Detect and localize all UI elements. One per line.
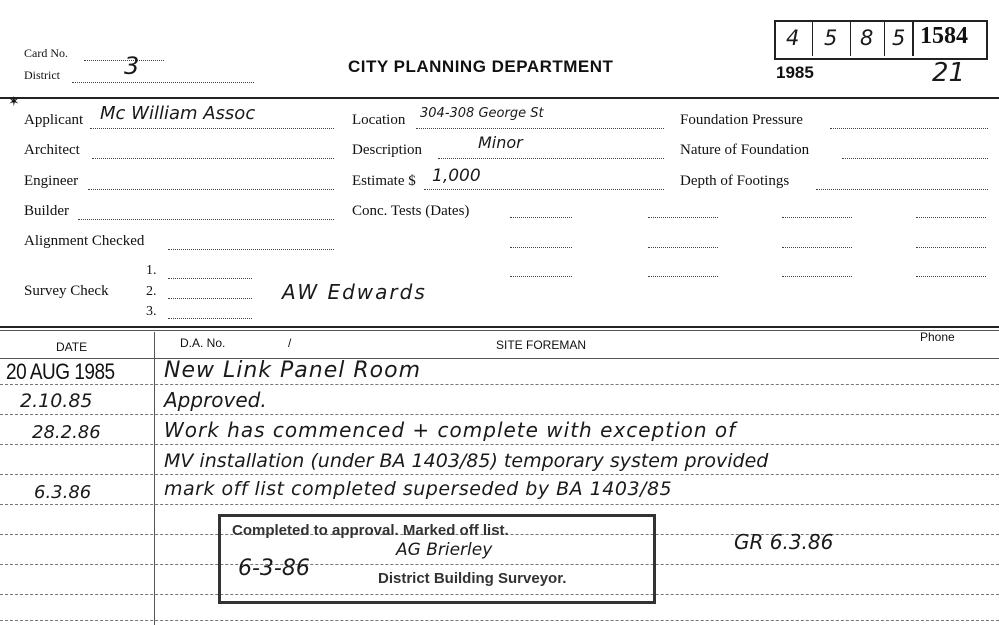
entry-date: 28.2.86 [32,422,101,443]
alignment-label: Alignment Checked [24,233,145,249]
conc-line [782,247,852,248]
architect-label: Architect [24,142,80,158]
ref-box-1: 4 [786,26,800,50]
row-rule [0,384,999,385]
ref-box-4: 5 [892,26,906,50]
entry-text: Approved. [164,388,267,412]
builder-label: Builder [24,203,69,219]
estimate-label: Estimate $ [352,173,416,189]
estimate-line [424,189,664,190]
entry-date: 20 AUG 1985 [6,360,115,385]
entry-text: New Link Panel Room [164,358,421,383]
signoff-note: GR 6.3.86 [734,530,834,554]
ref-divider [850,20,851,56]
phone-header: Phone [920,330,955,344]
conc-tests-label: Conc. Tests (Dates) [352,203,470,219]
row-rule [0,620,999,621]
survey-num-2: 2. [146,284,157,299]
architect-line [92,158,334,159]
stamp-line-2: District Building Surveyor. [378,570,567,587]
entry-text: mark off list completed superseded by BA 1403/85 [164,478,673,500]
survey-line-1 [168,278,252,279]
conc-line [916,217,986,218]
card-no-label: Card No. [24,46,68,60]
row-rule [0,444,999,445]
engineer-line [88,189,334,190]
description-line [438,158,664,159]
conc-line [916,276,986,277]
table-top-rule-2 [0,330,999,331]
stamp-line-1: Completed to approval. Marked off list. [232,522,509,539]
depth-footings-label: Depth of Footings [680,173,790,189]
row-rule [0,414,999,415]
year-label: 1985 [776,63,814,82]
ref-divider [912,20,914,56]
survey-line-2 [168,298,252,299]
applicant-line [90,128,334,129]
nature-foundation-line [842,158,988,159]
hand-number: 21 [932,58,966,88]
conc-line [648,247,718,248]
foundation-pressure-label: Foundation Pressure [680,112,803,128]
entry-text: MV installation (under BA 1403/85) temporary system provided [164,450,769,472]
conc-line [510,217,572,218]
conc-line [782,276,852,277]
entry-text: Work has commenced + complete with exception of [164,418,737,442]
row-rule [0,474,999,475]
entry-date: 2.10.85 [20,390,93,412]
conc-line [782,217,852,218]
survey-label: Survey Check [24,283,109,299]
conc-line [648,217,718,218]
conc-line [510,247,572,248]
table-header-rule [0,358,999,359]
survey-num-1: 1. [146,263,157,278]
entry-date: 6.3.86 [34,482,92,503]
da-no-header: D.A. No. [180,336,226,350]
da-slash: / [288,336,292,350]
location-value: 304-308 George St [420,106,544,121]
header-rule [0,97,999,99]
foundation-pressure-line [830,128,988,129]
star-mark: ✶ [8,95,20,110]
ref-divider [884,20,885,56]
depth-footings-line [816,189,988,190]
survey-value: AW Edwards [282,280,427,304]
applicant-label: Applicant [24,112,84,128]
table-top-rule [0,326,999,328]
row-rule [0,504,999,505]
conc-line [648,276,718,277]
card-no-value: 3 [124,52,140,80]
stamp-date: 6-3-86 [238,556,310,581]
estimate-value: 1,000 [432,166,481,186]
ref-box-3: 8 [860,26,874,50]
ref-divider [812,20,813,56]
applicant-value: Mc William Assoc [100,103,256,124]
location-line [416,128,664,129]
ref-box-2: 5 [824,26,838,50]
site-foreman-header: SITE FOREMAN [496,338,587,352]
survey-num-3: 3. [146,304,157,319]
stamp-signature: AG Brierley [396,540,493,560]
conc-line [510,276,572,277]
engineer-label: Engineer [24,173,79,189]
description-label: Description [352,142,422,158]
survey-line-3 [168,318,252,319]
ref-number: 1584 [920,23,968,49]
date-header: DATE [56,340,88,354]
nature-foundation-label: Nature of Foundation [680,142,810,158]
district-line [72,82,254,83]
location-label: Location [352,112,406,128]
date-column-divider [154,332,155,625]
builder-line [78,219,334,220]
description-value: Minor [478,133,523,152]
district-label: District [24,68,60,82]
page-title: CITY PLANNING DEPARTMENT [348,57,614,76]
conc-line [916,247,986,248]
alignment-line [168,249,334,250]
